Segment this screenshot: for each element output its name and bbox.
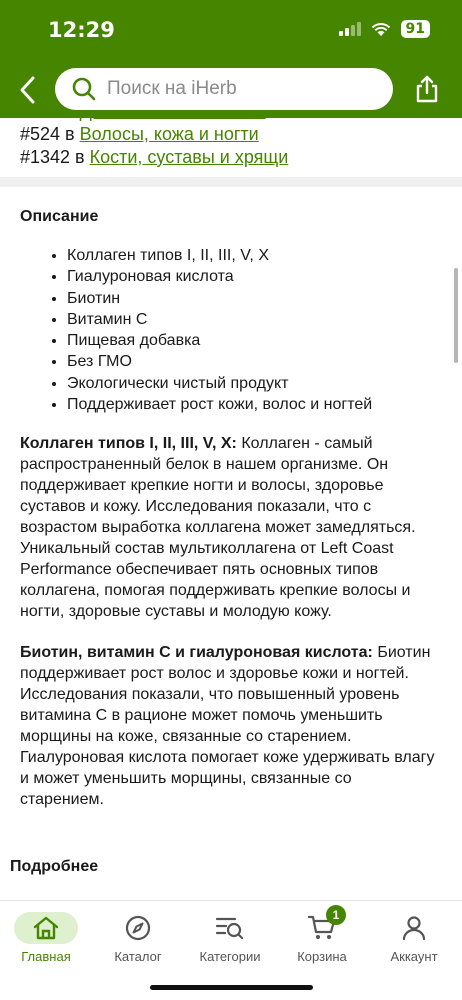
cellular-signal-icon xyxy=(339,22,361,36)
tab-label: Аккаунт xyxy=(390,949,438,964)
search-bar[interactable] xyxy=(55,68,393,110)
tab-catalog[interactable] xyxy=(92,909,184,964)
tab-label: Корзина xyxy=(297,949,347,964)
scrollbar[interactable] xyxy=(454,268,458,363)
categories-search-icon xyxy=(215,915,245,941)
biotin-paragraph xyxy=(20,642,440,810)
app-header xyxy=(0,0,462,118)
back-arrow-icon[interactable] xyxy=(14,72,42,108)
description-section xyxy=(0,187,462,810)
search-icon xyxy=(71,76,97,102)
rank-item xyxy=(20,146,442,169)
tab-label: Категории xyxy=(199,949,261,964)
product-details xyxy=(0,100,462,876)
tab-home[interactable] xyxy=(0,909,92,964)
bullet-item: • Пищевая добавка xyxy=(67,330,440,351)
home-indicator xyxy=(150,985,313,990)
tab-cart[interactable] xyxy=(276,909,368,964)
rank-number: #1342 в xyxy=(20,147,90,167)
more-details-title: Подробнее xyxy=(10,858,99,876)
collagen-paragraph xyxy=(20,433,440,622)
bullet-item: • Без ГМО xyxy=(67,351,440,372)
compass-icon xyxy=(125,915,151,941)
bullet-item: • Витамин C xyxy=(67,309,440,330)
status-time: 12:29 xyxy=(48,18,115,42)
rank-category-link[interactable]: Волосы, кожа и ногти xyxy=(79,124,259,144)
search-input[interactable] xyxy=(105,77,369,101)
tab-categories[interactable] xyxy=(184,909,276,964)
bullet-item: • Биотин xyxy=(67,288,440,309)
section-divider xyxy=(0,177,462,187)
feature-bullets xyxy=(20,245,440,415)
description-title: Описание xyxy=(20,208,99,225)
bullet-item: • Коллаген типов I, II, III, V, X xyxy=(67,245,440,266)
home-icon xyxy=(33,916,59,940)
tab-account[interactable] xyxy=(368,909,460,964)
user-icon xyxy=(401,915,427,941)
battery-indicator: 91 xyxy=(401,20,430,38)
paragraph-text: Биотин поддерживает рост волос и здоровье кожи и ногтей. Исследования показали, что повышенный уровень витамина C в рационе может помочь уменьшить морщины на коже, связанные со старением. Гиалуроновая кислота помогает коже удерживать влагу и может уменьшить морщины, связанные со старением. xyxy=(20,644,435,809)
rank-number: #524 в xyxy=(20,124,80,144)
paragraph-text: Коллаген - самый распространенный белок в нашем организме. Он поддерживает крепкие ногти и волосы, здоровье суставов и кожу. Исследования показали, что с возрастом выработка коллагена может замедляться. Уникальный состав мультиколлагена от Left Coast Performance обеспечивает пять основных типов коллагена, помогая поддерживать крепкие волосы и ногти, здоровые суставы и молодую кожу. xyxy=(20,435,416,621)
share-icon[interactable] xyxy=(414,74,440,104)
bullet-item: • Поддерживает рост кожи, волос и ногтей xyxy=(67,394,440,415)
bullet-item: • Экологически чистый продукт xyxy=(67,373,440,394)
rank-item xyxy=(20,123,442,146)
status-icons xyxy=(339,20,430,38)
wifi-icon xyxy=(371,22,391,37)
bullet-item: • Гиалуроновая кислота xyxy=(67,266,440,287)
tab-label: Каталог xyxy=(114,949,162,964)
rank-category-link[interactable]: Кости, суставы и хрящи xyxy=(89,147,289,167)
paragraph-heading: Коллаген типов I, II, III, V, X: xyxy=(20,435,237,453)
tab-label: Главная xyxy=(21,949,71,964)
cart-count-badge: 1 xyxy=(326,905,346,925)
paragraph-heading: Биотин, витамин C и гиалуроновая кислота: xyxy=(20,644,373,662)
